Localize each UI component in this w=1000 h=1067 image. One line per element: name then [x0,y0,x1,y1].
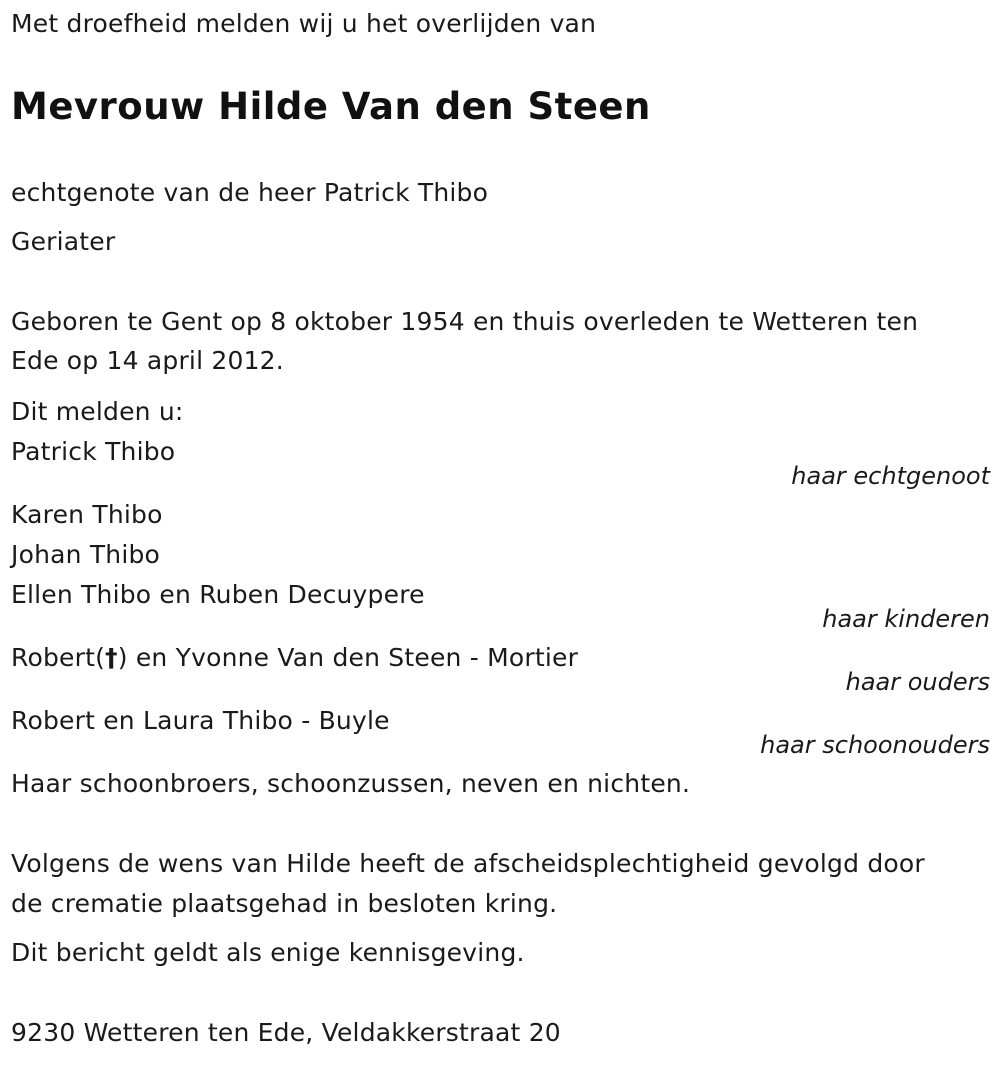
relation-parents: haar ouders [845,668,990,696]
relation-children: haar kinderen [822,605,990,633]
notice-text: Dit bericht geldt als enige kennisgeving. [11,938,525,967]
profession: Geriater [11,227,116,256]
address: 9230 Wetteren ten Ede, Veldakkerstraat 20 [11,1018,561,1047]
birth-death-line-1: Geboren te Gent op 8 oktober 1954 en thuis overleden te Wetteren ten [11,307,919,336]
announced-by: Dit melden u: [11,397,184,426]
mourner-parents-in-law: Robert en Laura Thibo - Buyle [11,706,390,735]
farewell-line-1: Volgens de wens van Hilde heeft de afscheidsplechtigheid gevolgd door [11,849,925,878]
spouse-line: echtgenote van de heer Patrick Thibo [11,178,489,207]
cross-icon: † [105,643,118,672]
relation-parents-in-law: haar schoonouders [760,731,990,759]
deceased-name: Mevrouw Hilde Van den Steen [11,85,651,128]
mourner-child-1: Karen Thibo [11,500,163,529]
mourner-spouse-name: Patrick Thibo [11,437,176,466]
parents-name-part-2: ) en Yvonne Van den Steen - Mortier [117,643,579,672]
other-relatives: Haar schoonbroers, schoonzussen, neven en nichten. [11,769,691,798]
mourner-child-2: Johan Thibo [11,540,161,569]
birth-death-line-2: Ede op 14 april 2012. [11,346,284,375]
relation-spouse: haar echtgenoot [791,462,990,490]
intro-text: Met droefheid melden wij u het overlijden van [11,9,597,38]
farewell-line-2: de crematie plaatsgehad in besloten kring. [11,889,558,918]
mourner-child-3: Ellen Thibo en Ruben Decuypere [11,580,425,609]
mourner-parents [11,638,578,678]
parents-name-part-1: Robert( [11,643,106,672]
